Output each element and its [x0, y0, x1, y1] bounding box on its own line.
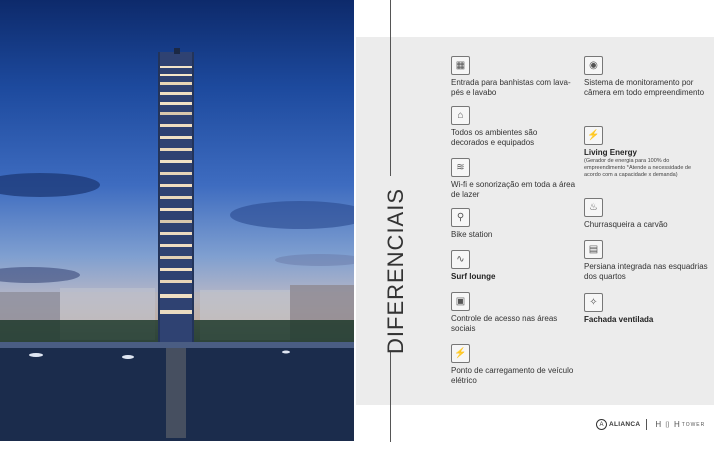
feature-item — [584, 240, 709, 282]
camera-icon: ◉ — [584, 56, 603, 75]
brand-name: ALIANCA — [609, 421, 641, 428]
facade-icon: ✧ — [584, 293, 603, 312]
feature-item — [584, 198, 709, 230]
energy-icon: ⚡ — [584, 126, 603, 145]
shower-icon: ▦ — [451, 56, 470, 75]
feature-item — [584, 293, 709, 325]
section-title: DIFERENCIAIS — [383, 187, 408, 354]
feature-note: (Gerador de energia para 100% do empreendimento *Atende a necessidade de acordo com a capacidade x demanda) — [584, 158, 692, 178]
feature-text: Churrasqueira a carvão — [584, 220, 668, 229]
feature-item — [451, 208, 576, 240]
feature-item — [584, 126, 709, 179]
feature-text: Todos os ambientes são decorados e equipados — [451, 128, 538, 147]
feature-text: Entrada para banhistas com lava-pés e lavabo — [451, 78, 571, 97]
sofa-icon: ⌂ — [451, 106, 470, 125]
feature-text: Sistema de monitoramento por câmera em todo empreendimento — [584, 78, 705, 97]
feature-text: Fachada ventilada — [584, 315, 654, 324]
feature-text: Wi-fi e sonorização em toda a área de lazer — [451, 180, 576, 199]
tower-wordmark: TOWER — [681, 421, 706, 428]
blinds-icon: ▤ — [584, 240, 603, 259]
footer-divider — [646, 419, 647, 430]
ev-charger-icon: ⚡ — [451, 344, 470, 363]
wifi-icon: ≋ — [451, 158, 470, 177]
feature-text: Controle de acesso nas áreas sociais — [451, 314, 558, 333]
tower-render-illustration — [0, 0, 354, 441]
grill-icon: ♨ — [584, 198, 603, 217]
feature-text: Surf lounge — [451, 272, 496, 281]
feature-item — [451, 158, 576, 200]
access-control-icon: ▣ — [451, 292, 470, 311]
feature-item — [451, 250, 576, 282]
tower-logo-mark: H — [655, 420, 662, 429]
tower-render-image — [0, 0, 354, 441]
footer-logos — [596, 419, 705, 430]
feature-item — [451, 56, 576, 98]
title-divider-bottom — [390, 352, 391, 442]
feature-text: Persiana integrada nas esquadrias dos quartos — [584, 262, 708, 281]
feature-item — [451, 344, 576, 386]
feature-item — [584, 56, 709, 98]
tower-logo-mark: ⌷ — [665, 419, 670, 429]
alianca-logo-icon: A — [596, 419, 607, 430]
bike-icon: ⚲ — [451, 208, 470, 227]
feature-title: Living Energy — [584, 148, 637, 157]
title-divider-top — [390, 0, 391, 176]
feature-item — [451, 292, 576, 334]
feature-text: Bike station — [451, 230, 493, 239]
tower-logo-mark: H — [673, 420, 680, 429]
feature-item — [451, 106, 576, 148]
feature-text: Ponto de carregamento de veículo elétrico — [451, 366, 574, 385]
surf-icon: ∿ — [451, 250, 470, 269]
